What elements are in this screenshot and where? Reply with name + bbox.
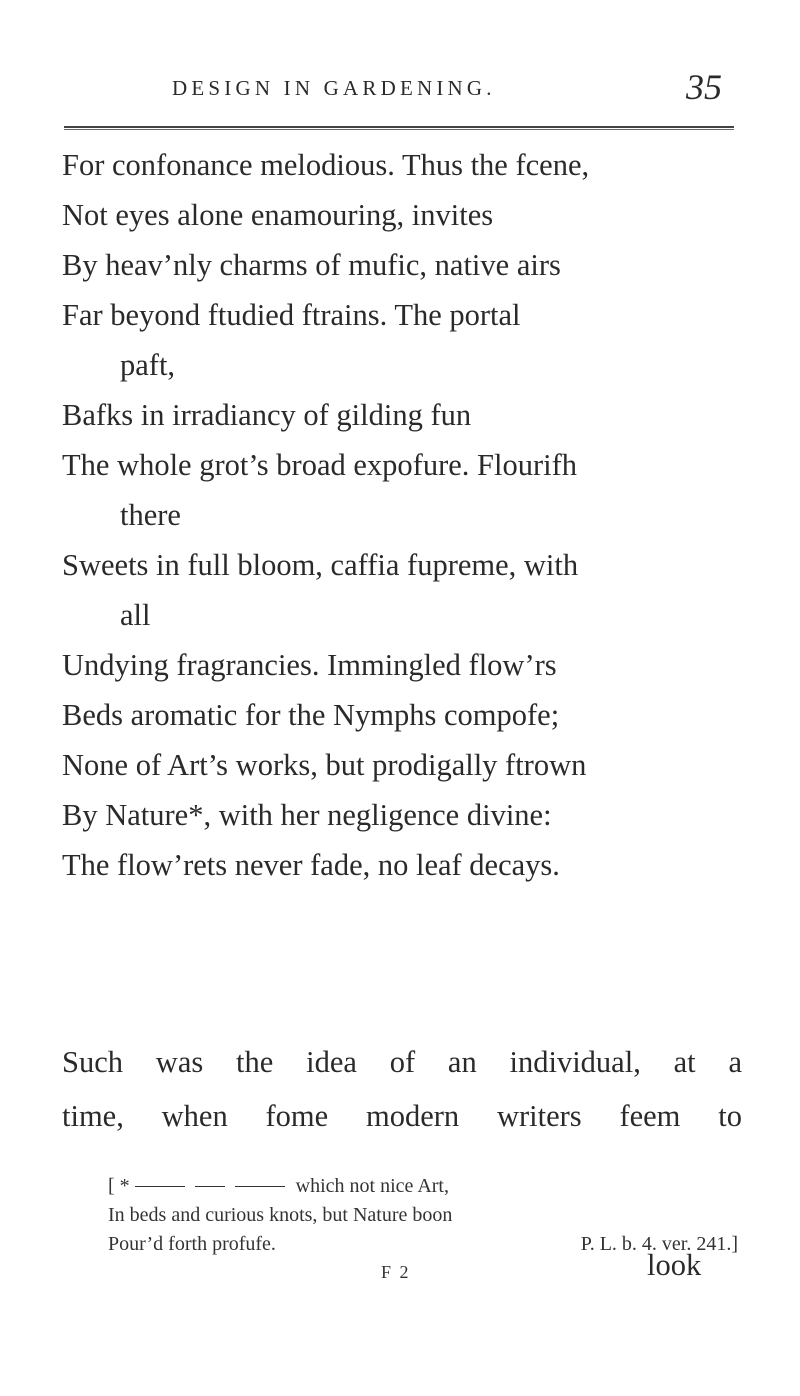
word: the xyxy=(236,1045,274,1079)
verse-line: Not eyes alone enamouring, invites xyxy=(62,198,494,232)
word: writers xyxy=(496,1099,582,1133)
word: an xyxy=(447,1045,477,1079)
word: a xyxy=(728,1045,742,1079)
footnote-line-1 xyxy=(108,1172,738,1201)
catchword: look xyxy=(647,1248,702,1282)
word: feem xyxy=(619,1099,681,1133)
verse-line: The whole grot’s broad expofure. Flourifh xyxy=(62,448,577,482)
prose-line-1 xyxy=(62,1035,742,1089)
verse-line-runover: all xyxy=(120,598,151,632)
running-title: DESIGN IN GARDENING. xyxy=(172,76,496,100)
word: time, xyxy=(62,1099,124,1133)
prose-line-2 xyxy=(62,1089,742,1143)
footnote-line-2: In beds and curious knots, but Nature boon xyxy=(108,1204,453,1226)
word: when xyxy=(161,1099,228,1133)
footnote-citation: P. L. b. 4. ver. 241.] xyxy=(580,1233,738,1255)
word: fome xyxy=(265,1099,329,1133)
verse-line-runover: there xyxy=(120,498,181,532)
verse-line: By Nature*, with her negligence divine: xyxy=(62,798,552,832)
verse-line: Far beyond ftudied ftrains. The portal xyxy=(62,298,521,332)
signature-mark: F 2 xyxy=(381,1262,411,1282)
verse-line: For confonance melodious. Thus the fcene, xyxy=(62,148,590,182)
verse-line-runover: paft, xyxy=(120,348,176,382)
word: of xyxy=(389,1045,416,1079)
verse-line: None of Art’s works, but prodigally ftrown xyxy=(62,748,587,782)
word: modern xyxy=(365,1099,460,1133)
page-number: 35 xyxy=(686,67,722,107)
footnote-line-3 xyxy=(108,1230,738,1259)
verse-line: By heav’nly charms of mufic, native airs xyxy=(62,248,561,282)
word: to xyxy=(718,1099,742,1133)
word: at xyxy=(673,1045,696,1079)
word: idea xyxy=(306,1045,357,1079)
verse-block xyxy=(62,140,742,890)
verse-line: Undying fragrancies. Immingled flow’rs xyxy=(62,648,557,682)
verse-line: Bafks in irradiancy of gilding fun xyxy=(62,398,472,432)
prose-paragraph xyxy=(62,1035,742,1143)
verse-line: Beds aromatic for the Nymphs compofe; xyxy=(62,698,560,732)
verse-line: The flow’rets never fade, no leaf decays. xyxy=(62,848,560,882)
footnote-text: which not nice Art, xyxy=(295,1175,449,1197)
footnote-text: Pour’d forth profufe. xyxy=(108,1233,276,1255)
ellipsis-dash xyxy=(135,1186,185,1187)
footnote-marker: [ * xyxy=(108,1175,130,1197)
word: Such xyxy=(62,1045,123,1079)
ellipsis-dash xyxy=(195,1186,225,1187)
word: individual, xyxy=(509,1045,641,1079)
header-rule xyxy=(64,126,734,130)
ellipsis-dash xyxy=(235,1186,285,1187)
word: was xyxy=(155,1045,204,1079)
footnote xyxy=(108,1172,738,1259)
verse-line: Sweets in full bloom, caffia fupreme, with xyxy=(62,548,579,582)
